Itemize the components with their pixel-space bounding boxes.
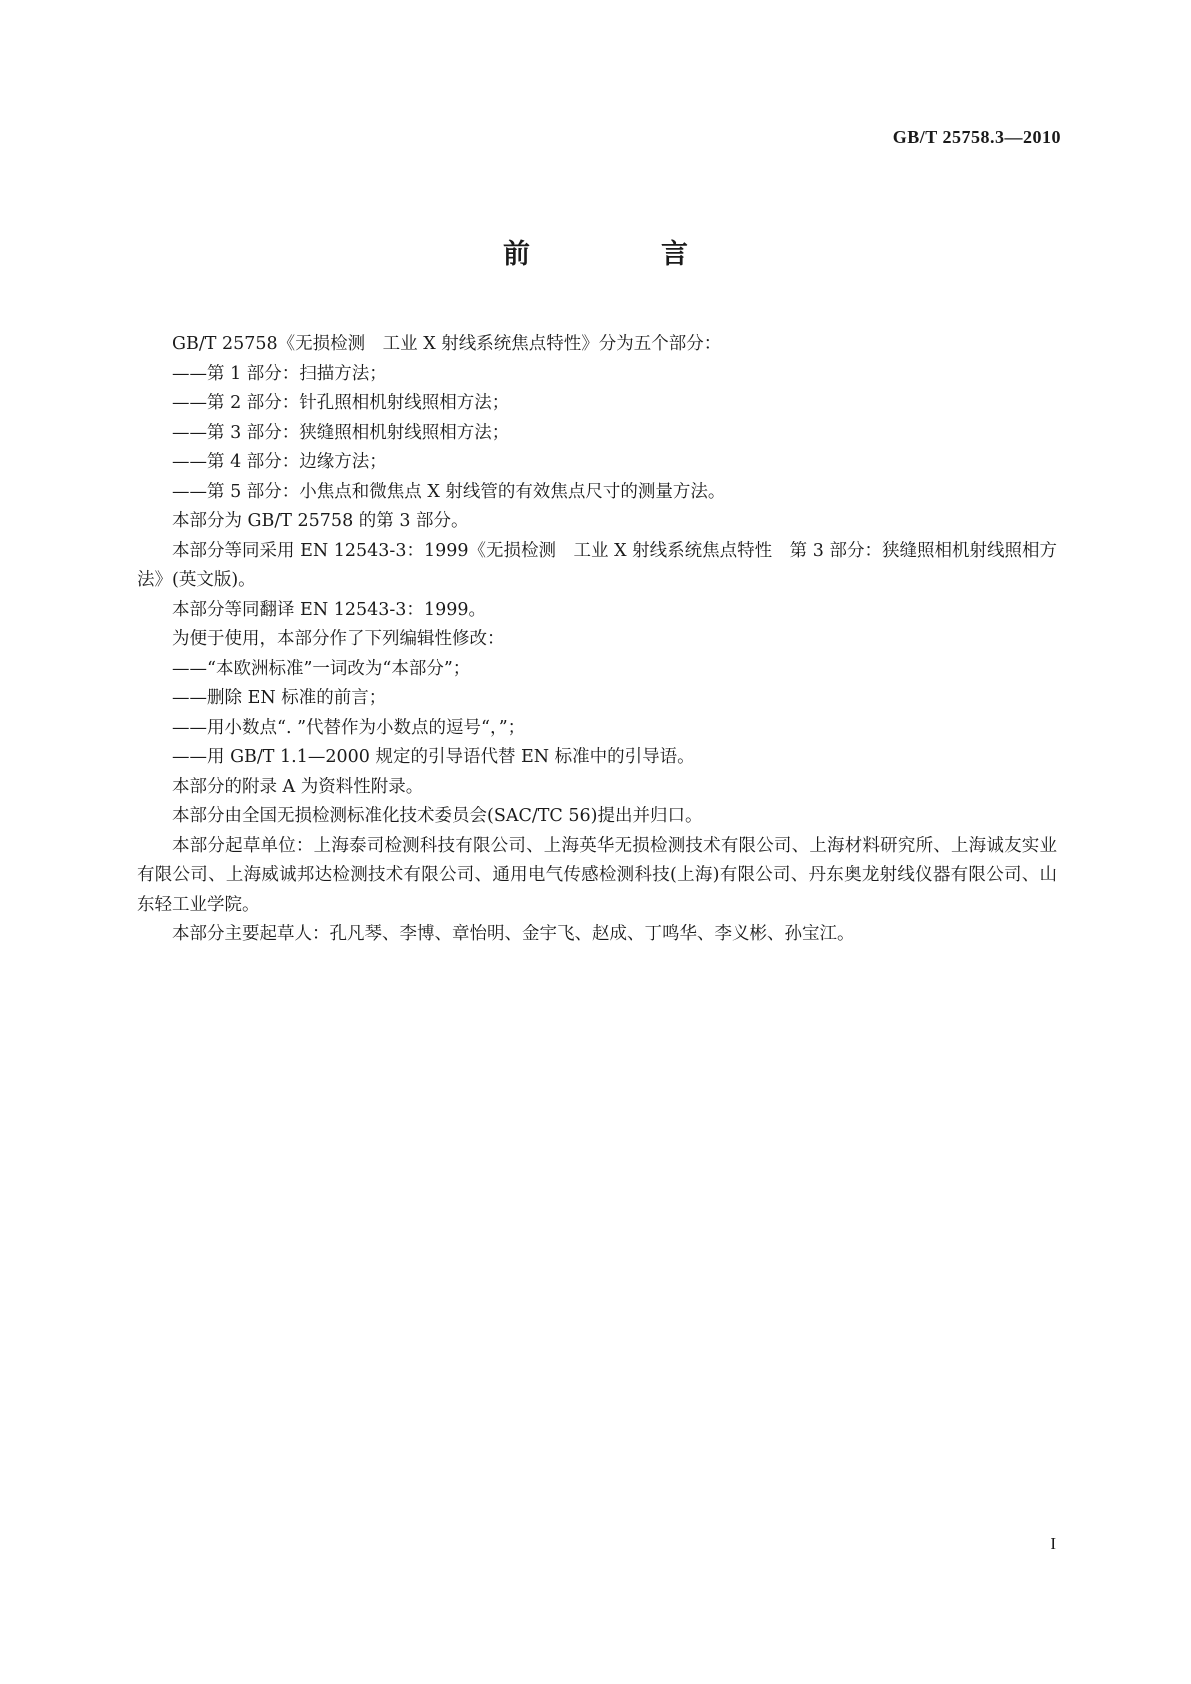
part-of-paragraph: 本部分为 GB/T 25758 的第 3 部分。 — [172, 511, 469, 531]
list-item: ——第 5 部分：小焦点和微焦点 X 射线管的有效焦点尺寸的测量方法。 — [172, 481, 726, 502]
page-title: 前 言 — [503, 239, 740, 270]
adoption-paragraph: 本部分等同采用 EN 12543-3：1999《无损检测 工业 X 射线系统焦点特性 第 3 部分：狭缝照相机射线照相方法》(英文版)。 — [137, 540, 1057, 590]
drafting-units-paragraph: 本部分起草单位：上海泰司检测科技有限公司、上海英华无损检测技术有限公司、上海材料研究所、上海诚友实业有限公司、上海威诚邦达检测技术有限公司、通用电气传感检测科技(上海)有限公司、丹东奥龙射线仪器有限公司、山东轻工业学院。 — [137, 835, 1057, 915]
list-item: ——第 3 部分：狭缝照相机射线照相方法； — [172, 422, 510, 443]
intro-paragraph: GB/T 25758《无损检测 工业 X 射线系统焦点特性》分为五个部分： — [172, 334, 722, 354]
page-number: I — [1050, 1534, 1056, 1553]
list-item: ——用 GB/T 1.1—2000 规定的引导语代替 EN 标准中的引导语。 — [172, 747, 695, 767]
list-item: ——第 2 部分：针孔照相机射线照相方法； — [172, 393, 510, 413]
proposed-paragraph: 本部分由全国无损检测标准化技术委员会(SAC/TC 56)提出并归口。 — [172, 806, 703, 826]
list-item: ——用小数点“. ”代替作为小数点的逗号“，”； — [172, 717, 526, 738]
edits-intro-paragraph: 为便于使用，本部分作了下列编辑性修改： — [172, 629, 505, 649]
list-item: ——第 4 部分：边缘方法； — [172, 452, 387, 472]
drafters-paragraph: 本部分主要起草人：孔凡琴、李博、章怡明、金宇飞、赵成、丁鸣华、李义彬、孙宝江。 — [172, 924, 855, 944]
list-item: ——“本欧洲标准”一词改为“本部分”； — [172, 658, 471, 679]
translation-paragraph: 本部分等同翻译 EN 12543-3：1999。 — [172, 599, 486, 620]
list-item: ——第 1 部分：扫描方法； — [172, 363, 387, 384]
standard-code: GB/T 25758.3—2010 — [892, 127, 1061, 147]
list-item: ——删除 EN 标准的前言； — [172, 688, 387, 708]
foreword-body — [137, 330, 1057, 950]
annex-paragraph: 本部分的附录 A 为资料性附录。 — [172, 776, 424, 797]
